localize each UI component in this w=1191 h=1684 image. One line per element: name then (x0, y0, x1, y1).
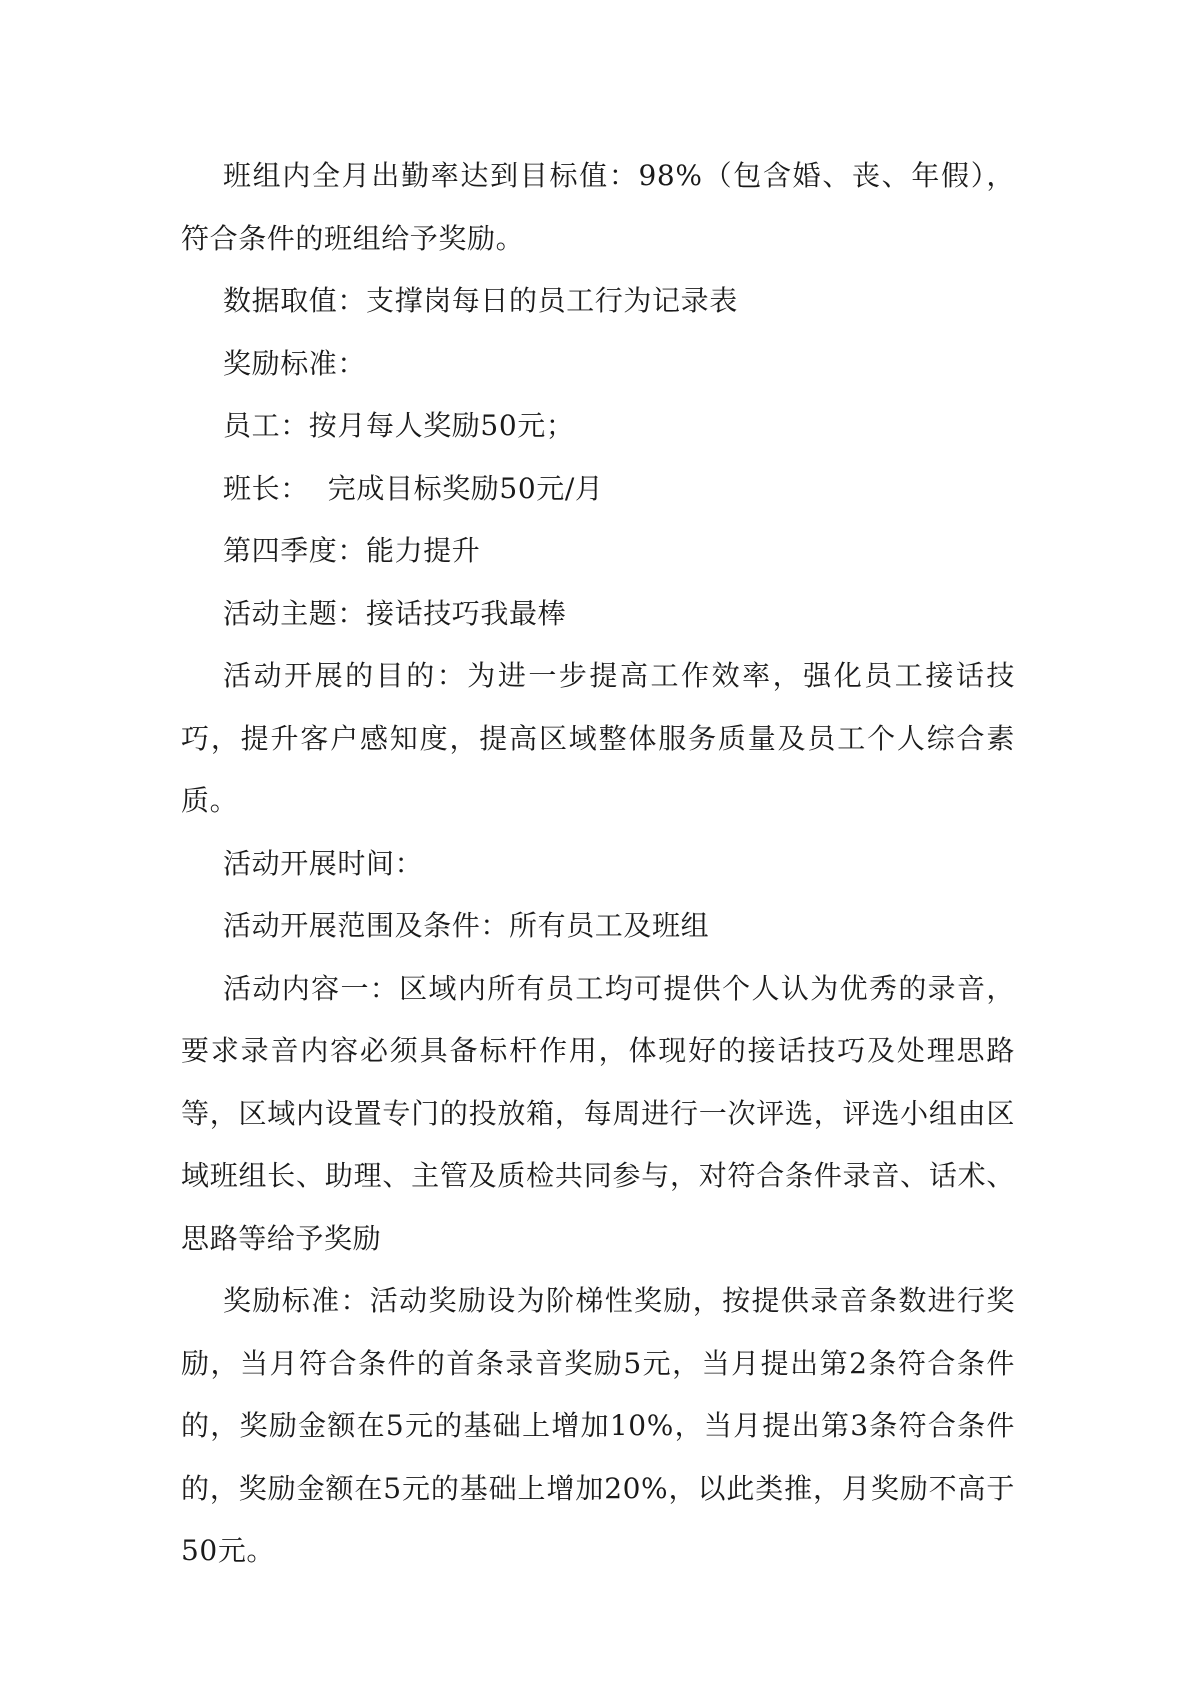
paragraph-fourth-quarter: 第四季度：能力提升 (223, 534, 481, 567)
paragraph-activity-scope: 活动开展范围及条件：所有员工及班组 (223, 909, 710, 942)
paragraph-activity-time: 活动开展时间： (223, 846, 424, 880)
document-body (181, 145, 1015, 1583)
paragraph-team-leader-reward: 班长： 完成目标奖励50元/月 (223, 471, 604, 505)
paragraph-reward-standard-heading: 奖励标准： (223, 346, 367, 380)
paragraph-attendance-target: 班组内全月出勤率达到目标值：98%（包含婚、丧、年假），符合条件的班组给予奖励。 (181, 159, 1015, 255)
paragraph-activity-content-one: 活动内容一：区域内所有员工均可提供个人认为优秀的录音，要求录音内容必须具备标杆作用，体现好的接话技巧及处理思路等，区域内设置专门的投放箱，每周进行一次评选，评选小组由区域班组长、助理、主管及质检共同参与，对符合条件录音、话术、思路等给予奖励 (181, 971, 1015, 1255)
paragraph-activity-theme: 活动主题：接话技巧我最棒 (223, 596, 567, 630)
paragraph-tiered-reward-standard: 奖励标准：活动奖励设为阶梯性奖励，按提供录音条数进行奖励，当月符合条件的首条录音奖励5元，当月提出第2条符合条件的，奖励金额在5元的基础上增加10%，当月提出第3条符合条件的，奖励金额在5元的基础上增加20%，以此类推，月奖励不高于50元。 (181, 1284, 1015, 1567)
paragraph-data-source: 数据取值：支撑岗每日的员工行为记录表 (223, 284, 738, 317)
paragraph-employee-reward: 员工：按月每人奖励50元； (223, 409, 575, 442)
paragraph-activity-purpose: 活动开展的目的：为进一步提高工作效率，强化员工接话技巧，提升客户感知度，提高区域整体服务质量及员工个人综合素质。 (181, 659, 1015, 817)
